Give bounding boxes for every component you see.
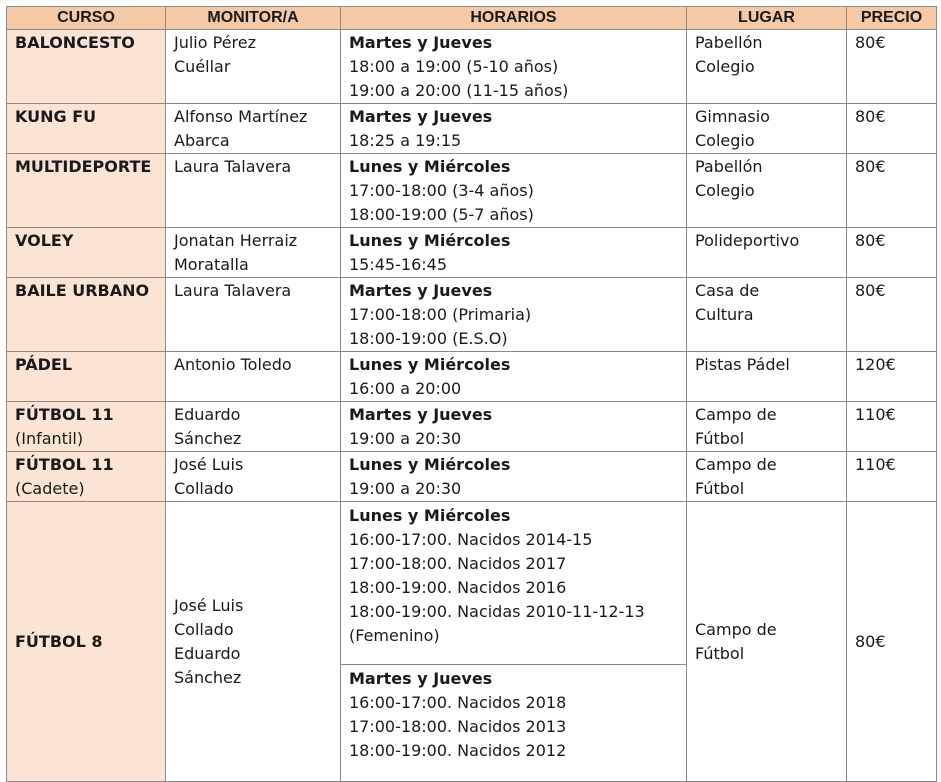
monitor-line: Cuéllar [174,57,231,76]
monitor-cell [166,402,341,452]
table-row [7,402,937,452]
horario-time: 18:25 a 19:15 [349,131,462,150]
precio-cell [847,154,937,228]
precio-cell [847,402,937,452]
monitor-line: Eduardo [174,405,241,424]
table-row [7,154,937,228]
monitor-line: Julio Pérez [174,33,257,52]
lugar-cell [687,402,847,452]
monitor-cell [166,352,341,402]
precio-cell [847,352,937,402]
monitor-line: José Luis [174,596,244,615]
curso-name: FÚTBOL 11 [15,405,114,424]
lugar-cell [687,104,847,154]
horarios-cell [341,452,687,502]
lugar-line: Pabellón [695,33,763,52]
horario-time: 18:00-19:00. Nacidos 2012 [349,741,567,760]
header-lugar: LUGAR [687,7,847,30]
precio-value: 80€ [855,632,886,651]
lugar-line: Campo de [695,620,777,639]
precio-value: 80€ [855,231,886,250]
monitor-line: Abarca [174,131,230,150]
precio-cell [847,30,937,104]
curso-name: BALONCESTO [15,33,135,52]
monitor-line: Antonio Toledo [174,355,292,374]
curso-cell [7,104,166,154]
curso-name: VOLEY [15,231,74,250]
monitor-cell [166,228,341,278]
curso-name: FÚTBOL 11 [15,455,114,474]
monitor-cell [166,502,341,782]
horario-time: 16:00-17:00. Nacidos 2018 [349,693,567,712]
lugar-cell [687,502,847,782]
header-horarios: HORARIOS [341,7,687,30]
lugar-cell [687,452,847,502]
monitor-line: Laura Talavera [174,281,292,300]
table-row [7,278,937,352]
curso-name: FÚTBOL 8 [15,632,103,651]
lugar-line: Fútbol [695,429,745,448]
curso-name: BAILE URBANO [15,281,150,300]
horario-time: 18:00-19:00. Nacidas 2010-11-12-13 [349,602,645,621]
precio-value: 120€ [855,355,896,374]
curso-name: KUNG FU [15,107,97,126]
header-monitor: MONITOR/A [166,7,341,30]
lugar-line: Fútbol [695,644,745,663]
precio-cell [847,104,937,154]
horario-days: Lunes y Miércoles [349,506,511,525]
horarios-cell [341,30,687,104]
horario-time: 17:00-18:00. Nacidos 2013 [349,717,567,736]
table-row [7,452,937,502]
horario-time: 19:00 a 20:30 [349,429,462,448]
curso-subtitle: (Cadete) [15,479,85,498]
lugar-cell [687,228,847,278]
lugar-line: Fútbol [695,479,745,498]
monitor-line: Sánchez [174,668,242,687]
monitor-line: José Luis [174,455,244,474]
horario-time: 18:00-19:00. Nacidos 2016 [349,578,567,597]
table-row [7,104,937,154]
horarios-cell [341,278,687,352]
curso-cell [7,30,166,104]
monitor-cell [166,104,341,154]
header-precio: PRECIO [847,7,937,30]
lugar-line: Cultura [695,305,754,324]
lugar-line: Colegio [695,181,755,200]
horario-time: 17:00-18:00 (3-4 años) [349,181,534,200]
lugar-line: Polideportivo [695,231,800,250]
horario-time: 17:00-18:00. Nacidos 2017 [349,554,567,573]
horario-time: 19:00 a 20:00 (11-15 años) [349,81,569,100]
lugar-cell [687,278,847,352]
horario-days: Lunes y Miércoles [349,231,511,250]
curso-cell [7,278,166,352]
lugar-line: Pistas Pádel [695,355,790,374]
monitor-line: Laura Talavera [174,157,292,176]
lugar-line: Casa de [695,281,760,300]
curso-cell [7,228,166,278]
monitor-line: Jonatan Herraiz [174,231,298,250]
horarios-cell [341,352,687,402]
monitor-cell [166,154,341,228]
curso-cell [7,452,166,502]
horario-time: (Femenino) [349,626,440,645]
horario-block [341,665,686,781]
curso-cell [7,352,166,402]
lugar-cell [687,154,847,228]
schedule-table [6,6,937,782]
monitor-line: Collado [174,479,234,498]
monitor-line: Eduardo [174,644,241,663]
lugar-cell [687,352,847,402]
curso-cell [7,154,166,228]
horario-days: Lunes y Miércoles [349,355,511,374]
monitor-cell [166,452,341,502]
precio-value: 110€ [855,405,896,424]
monitor-cell [166,278,341,352]
precio-value: 80€ [855,281,886,300]
curso-subtitle: (Infantil) [15,429,84,448]
horarios-cell [341,502,687,782]
monitor-cell [166,30,341,104]
horario-days: Martes y Jueves [349,405,493,424]
precio-value: 80€ [855,107,886,126]
table-row [7,352,937,402]
horarios-cell [341,228,687,278]
lugar-line: Gimnasio [695,107,770,126]
horarios-cell [341,154,687,228]
header-row [7,7,937,30]
horarios-cell [341,402,687,452]
lugar-line: Colegio [695,57,755,76]
horario-time: 18:00-19:00 (E.S.O) [349,329,508,348]
lugar-line: Campo de [695,405,777,424]
precio-cell [847,228,937,278]
monitor-line: Collado [174,620,234,639]
horario-time: 16:00-17:00. Nacidos 2014-15 [349,530,593,549]
horarios-cell [341,104,687,154]
precio-value: 80€ [855,33,886,52]
horario-days: Lunes y Miércoles [349,157,511,176]
header-curso: CURSO [7,7,166,30]
horario-time: 15:45-16:45 [349,255,447,274]
table-row [7,30,937,104]
lugar-line: Colegio [695,131,755,150]
horario-block [341,502,686,665]
horario-days: Martes y Jueves [349,281,493,300]
curso-name: MULTIDEPORTE [15,157,152,176]
horario-days: Lunes y Miércoles [349,455,511,474]
horario-days: Martes y Jueves [349,33,493,52]
horario-days: Martes y Jueves [349,107,493,126]
horario-time: 18:00-19:00 (5-7 años) [349,205,534,224]
monitor-line: Moratalla [174,255,249,274]
horario-days: Martes y Jueves [349,669,493,688]
curso-cell [7,502,166,782]
precio-value: 80€ [855,157,886,176]
precio-cell [847,502,937,782]
horario-time: 16:00 a 20:00 [349,379,462,398]
precio-cell [847,278,937,352]
monitor-line: Alfonso Martínez [174,107,308,126]
table-row-futbol8 [7,502,937,782]
lugar-line: Campo de [695,455,777,474]
table-row [7,228,937,278]
curso-name: PÁDEL [15,355,73,374]
lugar-line: Pabellón [695,157,763,176]
precio-cell [847,452,937,502]
horario-time: 17:00-18:00 (Primaria) [349,305,532,324]
monitor-line: Sánchez [174,429,242,448]
horario-time: 18:00 a 19:00 (5-10 años) [349,57,559,76]
curso-cell [7,402,166,452]
horario-time: 19:00 a 20:30 [349,479,462,498]
precio-value: 110€ [855,455,896,474]
lugar-cell [687,30,847,104]
